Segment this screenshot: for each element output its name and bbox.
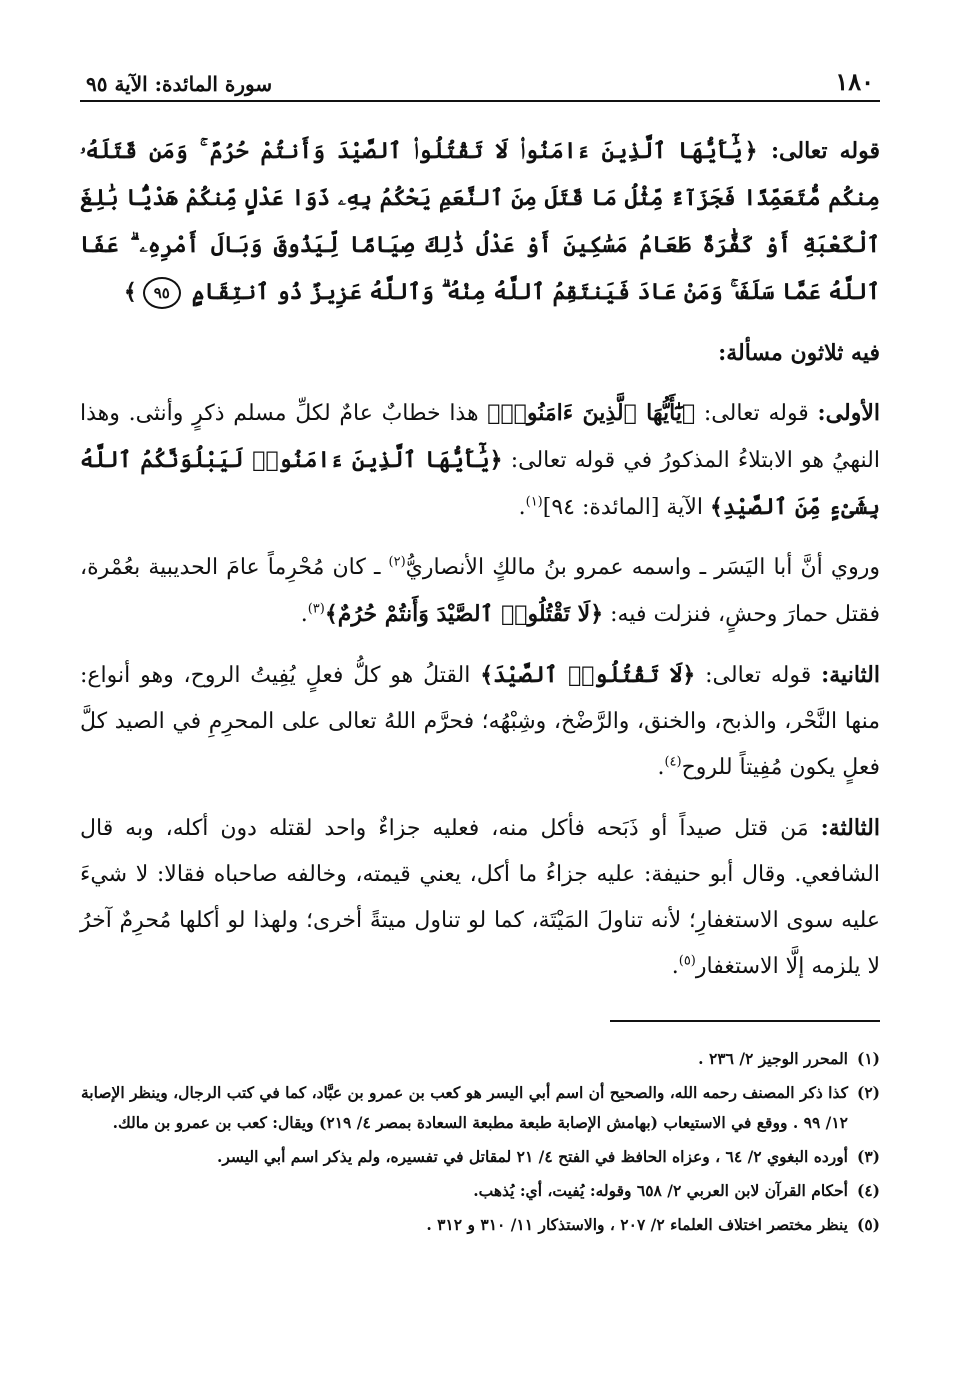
footnote-text: المحرر الوجيز ٢/ ٢٣٦ . xyxy=(698,1049,848,1068)
paragraph-text: الآية [المائدة: ٩٤] xyxy=(542,495,710,520)
paragraph-text: قوله تعالى: xyxy=(695,663,822,688)
verse-close-bracket: ﴾ xyxy=(123,279,137,305)
issue-paragraph-2 xyxy=(80,652,880,791)
footnote-number: (٤) xyxy=(856,1181,880,1200)
main-text xyxy=(80,128,880,990)
footnote xyxy=(80,1142,880,1172)
quran-quote: ﴿لَا تَقْتُلُوا۟ ٱلصَّيْدَ وَأَنتُمْ حُرُمٌ﴾ xyxy=(324,601,604,627)
paragraph-text: هذا خطابٌ عامٌ لكلِّ مسلم ذكرٍ وأنثى. وهذا النهيُ هو الابتلاءُ المذكورُ في قوله تعالى: xyxy=(80,401,880,473)
quran-quote: ﴿يَٰٓأَيُّهَا ٱلَّذِينَ ءَامَنُوا۟﴾ xyxy=(487,400,696,426)
paragraph-text: . xyxy=(518,495,526,520)
quran-quote: ﴿لَا تَقْتُلُوا۟ ٱلصَّيْدَ﴾ xyxy=(480,662,696,688)
footnote-ref: (٤) xyxy=(664,754,682,770)
paragraph-text: ـ كان مُحْرِماً عامَ الحديبية بعُمْرة، فقتل حمارَ وحشٍ، فنزلت فيه: xyxy=(80,555,880,627)
footnote-text: أورده البغوي ٢/ ٦٤ ، وعزاه الحافظ في الفتح ٤/ ٢١ لمقاتل في تفسيره، ولم يذكر اسم أبي اليسر. xyxy=(216,1147,848,1166)
footnote xyxy=(80,1176,880,1206)
footnote-separator xyxy=(610,1020,880,1022)
footnote-number: (٢) xyxy=(856,1083,880,1102)
paragraph-text: . xyxy=(657,755,665,780)
issue-paragraph-1 xyxy=(80,390,880,531)
footnote-text: كذا ذكر المصنف رحمه الله، والصحيح أن اسم أبي اليسر هو كعب بن عمرو بن عبَّاد، كما في كتب الرجال، وينظر الإصابة ١٢/ ٩٩ . ووقع في الاستيعاب (بهامش الإصابة طبعة مطبعة السعادة بمصر ٤/ ٢١٩) ويقال: كعب بن عمرو بن مالك. xyxy=(80,1083,848,1132)
narration-paragraph xyxy=(80,545,880,638)
paragraph-text: مَن قتل صيداً أو ذَبَحه فأكل منه، فعليه جزاءٌ واحد لقتله دون أكله، وبه قال الشافعي. وقال أبو حنيفة: عليه جزاءُ ما أكل، يعني قيمته، وخالفه صاحباه فقالا: لا شيءَ عليه سوى الاستغفارِ؛ لأنه تناولَ المَيْتَة، كما لو تناول ميتةً أخرى؛ ولهذا لو أكلها مُحرِمٌ آخرُ لا يلزمه إلَّا الاستغفار xyxy=(80,816,880,979)
issue-paragraph-3 xyxy=(80,805,880,990)
footnote-text: أحكام القرآن لابن العربي ٢/ ٦٥٨ وقوله: يُفيت، أي: يُذهب. xyxy=(473,1181,848,1200)
issue-1-lead: الأولى: xyxy=(817,400,880,426)
paragraph-text: . xyxy=(300,602,308,627)
page-number: ١٨٠ xyxy=(835,67,874,96)
paragraph-text: القتلُ هو كلُّ فعلٍ يُفِيتُ الروح، وهو أنواع: منها النَّحْر، والذبح، والخنق، والرَّضْخ، وشِبْهُه؛ فحرَّم اللهُ تعالى على المحرِمِ في الصيد كلَّ فعلٍ يكون مُفِيتاً للروح xyxy=(80,663,880,780)
footnote-ref: (٥) xyxy=(678,953,696,969)
section-heading: فيه ثلاثون مسألة: xyxy=(718,340,880,366)
issue-3-lead: الثالثة: xyxy=(820,815,880,841)
ayah-number-medallion: ٩٥ xyxy=(143,277,181,309)
footnote-ref: (٣) xyxy=(307,601,325,617)
quran-quote: ﴿يَٰٓأَيُّهَا ٱلَّذِينَ ءَامَنُوا۟ لَيَبْلُوَنَّكُمُ ٱللَّهُ بِشَىْءٍ مِّنَ ٱلصَّيْدِ﴾ xyxy=(80,447,880,520)
verse-lead: قوله تعالى: xyxy=(770,138,880,164)
footnote xyxy=(80,1210,880,1240)
footnote-text: ينظر مختصر اختلاف العلماء ٢/ ٢٠٧ ، والاستذكار ١١/ ٣١٠ و ٣١٢ . xyxy=(426,1215,848,1234)
footnote xyxy=(80,1044,880,1074)
issue-2-lead: الثانية: xyxy=(821,662,880,688)
running-header xyxy=(80,58,880,102)
footnote-ref: (٢) xyxy=(388,554,406,570)
footnote-number: (٥) xyxy=(856,1215,880,1234)
paragraph-text: وروي أنَّ أبا اليَسَر ـ واسمه عمرو بنُ مالكٍ الأنصاريُّ xyxy=(405,555,880,580)
footnotes xyxy=(80,1044,880,1240)
footnote xyxy=(80,1078,880,1138)
paragraph-text: قوله تعالى: xyxy=(695,401,818,426)
verse-open-bracket: ﴿ xyxy=(744,138,758,164)
verse-text: يَٰٓأَيُّهَا ٱلَّذِينَ ءَامَنُوا۟ لَا تَقْتُلُوا۟ ٱلصَّيْدَ وَأَنتُمْ حُرُمٌ ۚ وَمَن قَتَلَهُۥ مِنكُم مُّتَعَمِّدًا فَجَزَآءٌ مِّثْلُ مَا قَتَلَ مِنَ ٱلنَّعَمِ يَحْكُمُ بِهِۦ ذَوَا عَدْلٍ مِّنكُمْ هَدْيًۢا بَٰلِغَ ٱلْكَعْبَةِ أَوْ كَفَّٰرَةٌ طَعَامُ مَسَٰكِينَ أَوْ عَدْلُ ذَٰلِكَ صِيَامًا لِّيَذُوقَ وَبَالَ أَمْرِهِۦ ۗ عَفَا ٱللَّهُ عَمَّا سَلَفَ ۚ وَمَنْ عَادَ فَيَنتَقِمُ ٱللَّهُ مِنْهُ ۗ وَٱللَّهُ عَزِيزٌ ذُو ٱنتِقَامٍ xyxy=(80,138,880,305)
book-page xyxy=(80,58,880,1358)
surah-title: سورة المائدة: الآية ٩٥ xyxy=(86,72,273,96)
footnote-number: (١) xyxy=(856,1049,880,1068)
verse-paragraph xyxy=(80,128,880,316)
paragraph-text: . xyxy=(671,954,679,979)
footnote-number: (٣) xyxy=(856,1147,880,1166)
footnote-ref: (١) xyxy=(525,494,543,510)
